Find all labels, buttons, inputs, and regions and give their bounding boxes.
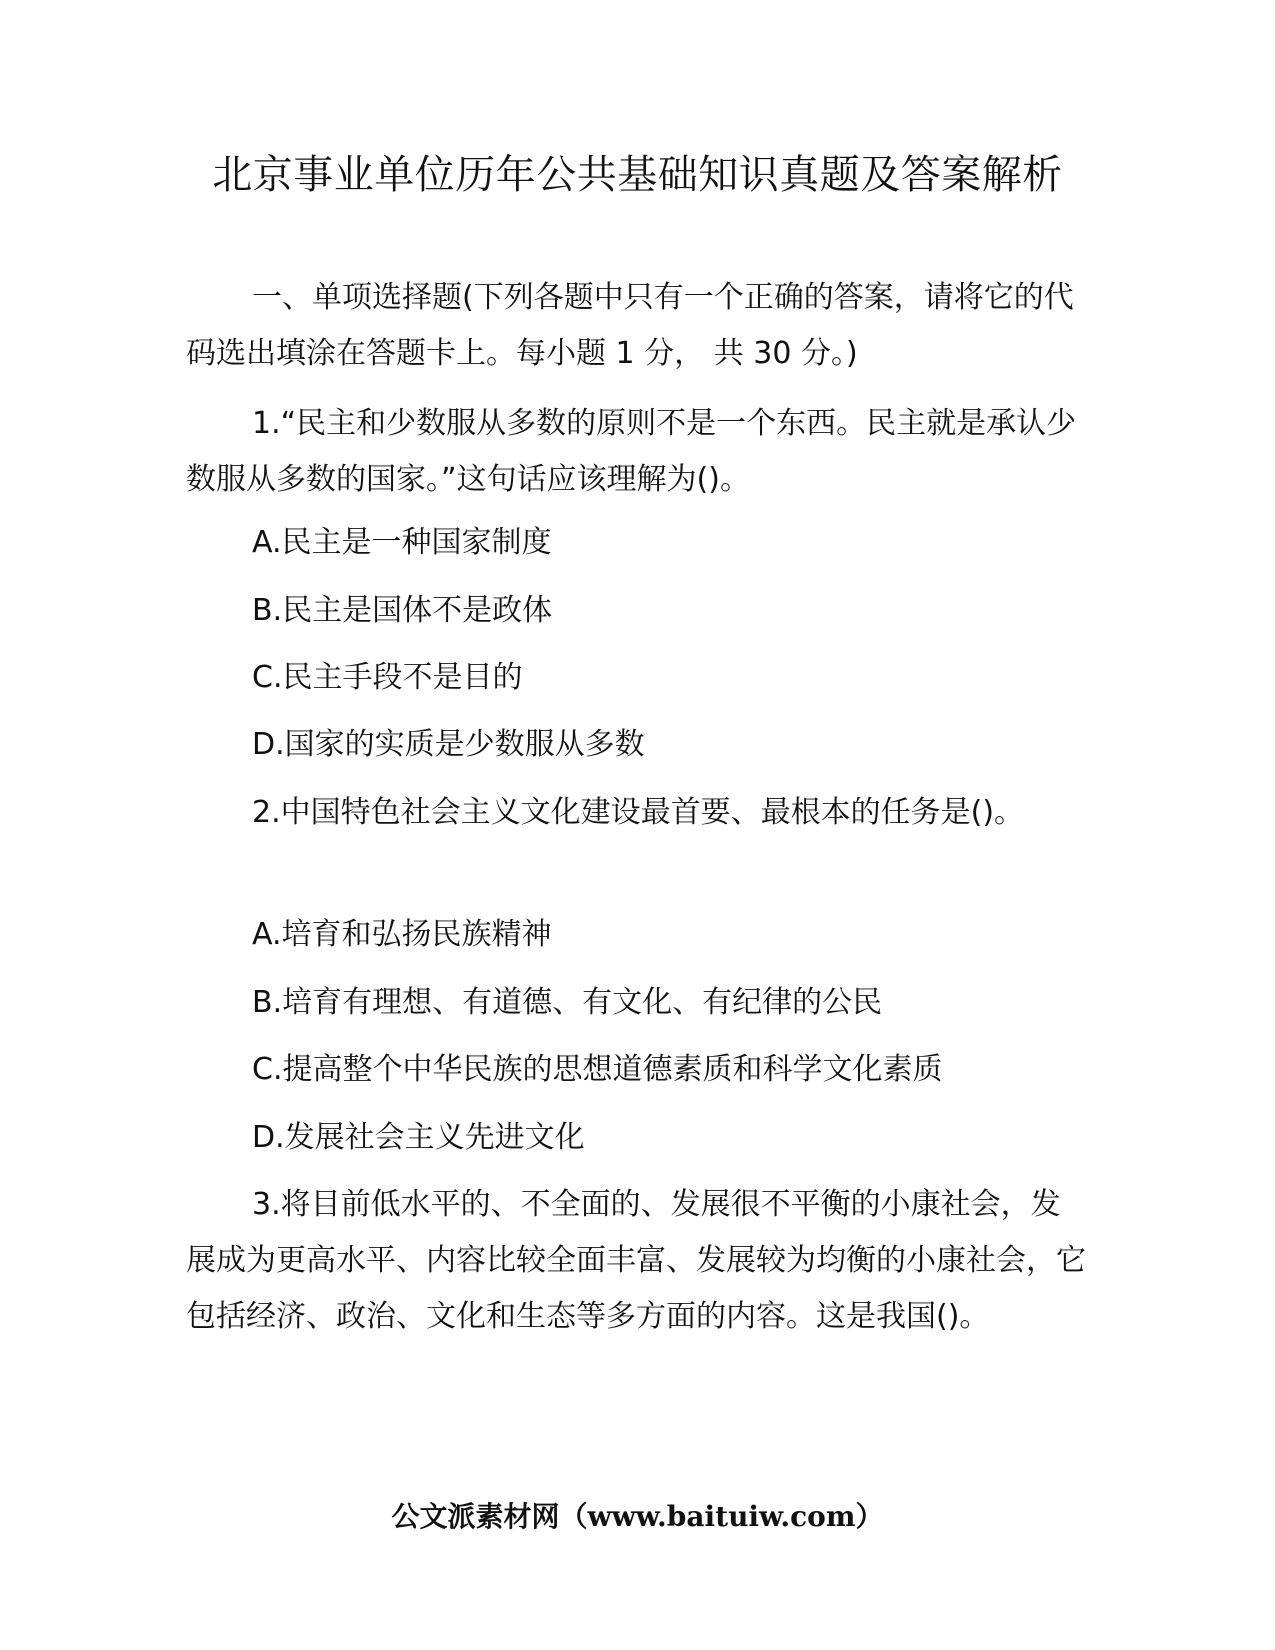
question-1-stem: 1.“民主和少数服从多数的原则不是一个东西。民主就是承认少数服从多数的国家。”这句话应该理解为()。 [186,406,1077,497]
question-1-option-b: B.民主是国体不是政体 [252,593,553,628]
question-2-option-d: D.发展社会主义先进文化 [252,1120,585,1155]
question-2-option-c: C.提高整个中华民族的思想道德素质和科学文化素质 [252,1052,943,1087]
section-instructions: 一、单项选择题(下列各题中只有一个正确的答案，请将它的代码选出填涂在答题卡上。每小题 1 分， 共 30 分。) [186,280,1074,371]
question-1-option-c: C.民主手段不是目的 [252,660,523,695]
question-2-option-b: B.培育有理想、有道德、有文化、有纪律的公民 [252,985,883,1020]
document-title: 北京事业单位历年公共基础知识真题及答案解析 [212,152,1063,198]
question-2-option-a: A.培育和弘扬民族精神 [252,917,552,952]
question-3-stem: 3.将目前低水平的、不全面的、发展很不平衡的小康社会，发展成为更高水平、内容比较全面丰富、发展较为均衡的小康社会，它包括经济、政治、文化和生态等多方面的内容。这是我国()。 [186,1187,1086,1334]
footer-source: 公文派素材网（www.baituiw.com） [391,1500,884,1533]
question-1-option-a: A.民主是一种国家制度 [252,525,552,560]
question-1-option-d: D.国家的实质是少数服从多数 [252,727,645,762]
question-2-stem: 2.中国特色社会主义文化建设最首要、最根本的任务是()。 [252,795,1025,830]
